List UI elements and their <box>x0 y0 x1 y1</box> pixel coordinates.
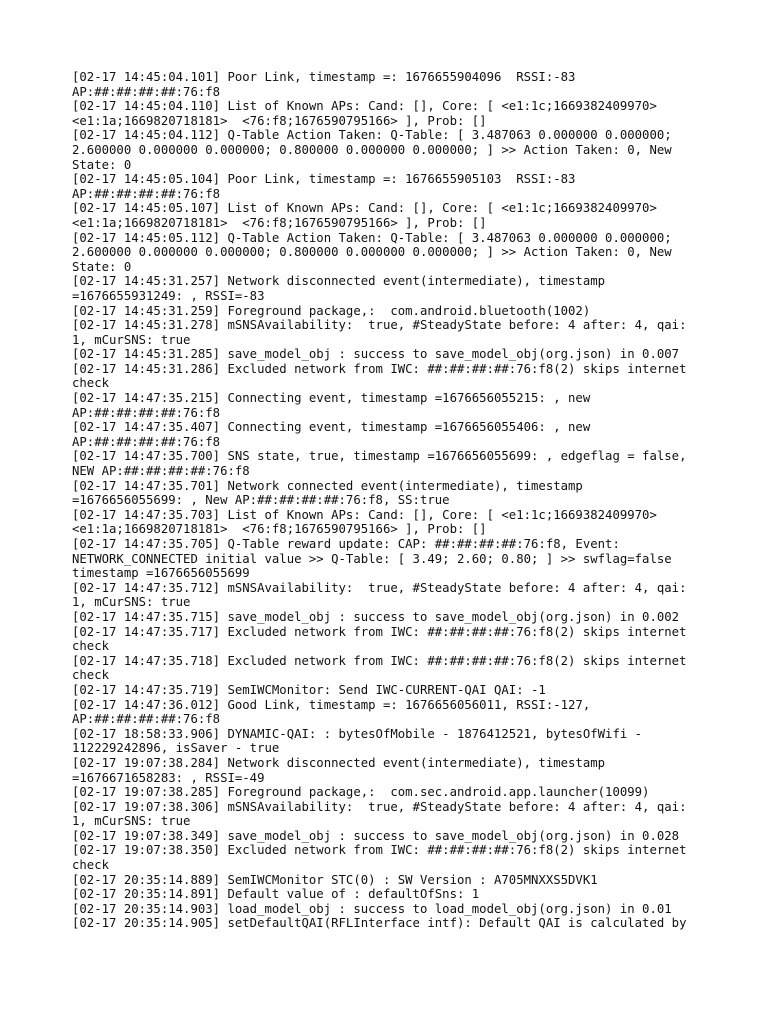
log-line: [02-17 14:47:35.700] SNS state, true, timestamp =1676656055699: , edgeflag = false, NEW AP:##:##:##:##:76:f8 <box>72 449 687 479</box>
log-line: [02-17 14:47:35.705] Q-Table reward update: CAP: ##:##:##:##:76:f8, Event: NETWORK_CONNECTED initial value >> Q-Table: [ 3.49; 2.60; 0.80; ] >> swflag=false timestamp =1676656055699 <box>72 537 672 581</box>
log-line: [02-17 20:35:14.889] SemIWCMonitor STC(0) : SW Version : A705MNXXS5DVK1 <box>72 872 598 887</box>
log-line: [02-17 19:07:38.306] mSNSAvailability: true, #SteadyState before: 4 after: 4, qai: 1, mCurSNS: true <box>72 799 687 829</box>
log-line: [02-17 14:47:35.717] Excluded network from IWC: ##:##:##:##:76:f8(2) skips internet check <box>72 624 687 654</box>
log-line: [02-17 14:47:36.012] Good Link, timestamp =: 1676656056011, RSSI:-127, AP:##:##:##:##:76:f8 <box>72 697 591 727</box>
log-line: [02-17 14:45:31.257] Network disconnected event(intermediate), timestamp =1676655931249: , RSSI=-83 <box>72 274 606 303</box>
log-line: [02-17 14:45:05.112] Q-Table Action Taken: Q-Table: [ 3.487063 0.000000 0.000000; 2.600000 0.000000 0.000000; 0.800000 0.000000 0.000000; ] >> Action Taken: 0, New State: 0 <box>72 230 672 274</box>
log-line: [02-17 14:47:35.715] save_model_obj : success to save_model_obj(org.json) in 0.002 <box>72 609 680 624</box>
log-line: [02-17 14:45:04.112] Q-Table Action Taken: Q-Table: [ 3.487063 0.000000 0.000000; 2.600000 0.000000 0.000000; 0.800000 0.000000 0.000000; ] >> Action Taken: 0, New State: 0 <box>72 128 672 172</box>
log-line: [02-17 14:45:05.104] Poor Link, timestamp =: 1676655905103 RSSI:-83 AP:##:##:##:##:76:f8 <box>72 172 576 201</box>
log-line: [02-17 19:07:38.349] save_model_obj : success to save_model_obj(org.json) in 0.028 <box>72 828 680 843</box>
log-line: [02-17 19:07:38.285] Foreground package,: com.sec.android.app.launcher(10099) <box>72 785 650 800</box>
log-line: [02-17 14:47:35.407] Connecting event, timestamp =1676656055406: , new AP:##:##:##:##:76:f8 <box>72 420 591 449</box>
log-line: [02-17 14:45:31.286] Excluded network from IWC: ##:##:##:##:76:f8(2) skips internet check <box>72 361 687 391</box>
log-line: [02-17 18:58:33.906] DYNAMIC-QAI: : bytesOfMobile - 1876412521, bytesOfWifi - 112229242896, isSaver - true <box>72 726 643 756</box>
log-line: [02-17 14:45:05.107] List of Known APs: Cand: [], Core: [ <e1:1c;1669382409970> <e1:1a;1669820718181> <76:f8;1676590795166> ], Prob: [] <box>72 201 657 230</box>
log-line: [02-17 14:45:31.259] Foreground package,: com.android.bluetooth(1002) <box>72 303 591 318</box>
log-line: [02-17 14:47:35.701] Network connected event(intermediate), timestamp =1676656055699: , New AP:##:##:##:##:76:f8, SS:true <box>72 478 583 508</box>
log-line: [02-17 14:47:35.703] List of Known APs: Cand: [], Core: [ <e1:1c;1669382409970> <e1:1a;1669820718181> <76:f8;1676590795166> ], Prob: [] <box>72 507 657 537</box>
log-line: [02-17 14:45:31.285] save_model_obj : success to save_model_obj(org.json) in 0.007 <box>72 347 680 362</box>
log-line: [02-17 14:47:35.719] SemIWCMonitor: Send IWC-CURRENT-QAI QAI: -1 <box>72 682 546 697</box>
log-line: [02-17 14:45:04.101] Poor Link, timestamp =: 1676655904096 RSSI:-83 AP:##:##:##:##:76:f8 <box>72 70 576 99</box>
log-line: [02-17 14:47:35.718] Excluded network from IWC: ##:##:##:##:76:f8(2) skips internet check <box>72 653 687 683</box>
log-document <box>72 70 712 931</box>
log-line: [02-17 14:47:35.712] mSNSAvailability: true, #SteadyState before: 4 after: 4, qai: 1, mCurSNS: true <box>72 580 687 610</box>
log-line: [02-17 14:47:35.215] Connecting event, timestamp =1676656055215: , new AP:##:##:##:##:76:f8 <box>72 391 591 420</box>
log-line: [02-17 19:07:38.350] Excluded network from IWC: ##:##:##:##:76:f8(2) skips internet check <box>72 843 687 873</box>
log-line: [02-17 14:45:04.110] List of Known APs: Cand: [], Core: [ <e1:1c;1669382409970> <e1:1a;1669820718181> <76:f8;1676590795166> ], Prob: [] <box>72 99 657 128</box>
log-line: [02-17 19:07:38.284] Network disconnected event(intermediate), timestamp =1676671658283: , RSSI=-49 <box>72 755 606 785</box>
log-line: [02-17 20:35:14.891] Default value of : defaultOfSns: 1 <box>72 887 480 902</box>
log-line: [02-17 14:45:31.278] mSNSAvailability: true, #SteadyState before: 4 after: 4, qai: 1, mCurSNS: true <box>72 318 687 347</box>
log-line: [02-17 20:35:14.903] load_model_obj : success to load_model_obj(org.json) in 0.01 <box>72 901 672 916</box>
log-line: [02-17 20:35:14.905] setDefaultQAI(RFLInterface intf): Default QAI is calculated by <box>72 916 687 931</box>
